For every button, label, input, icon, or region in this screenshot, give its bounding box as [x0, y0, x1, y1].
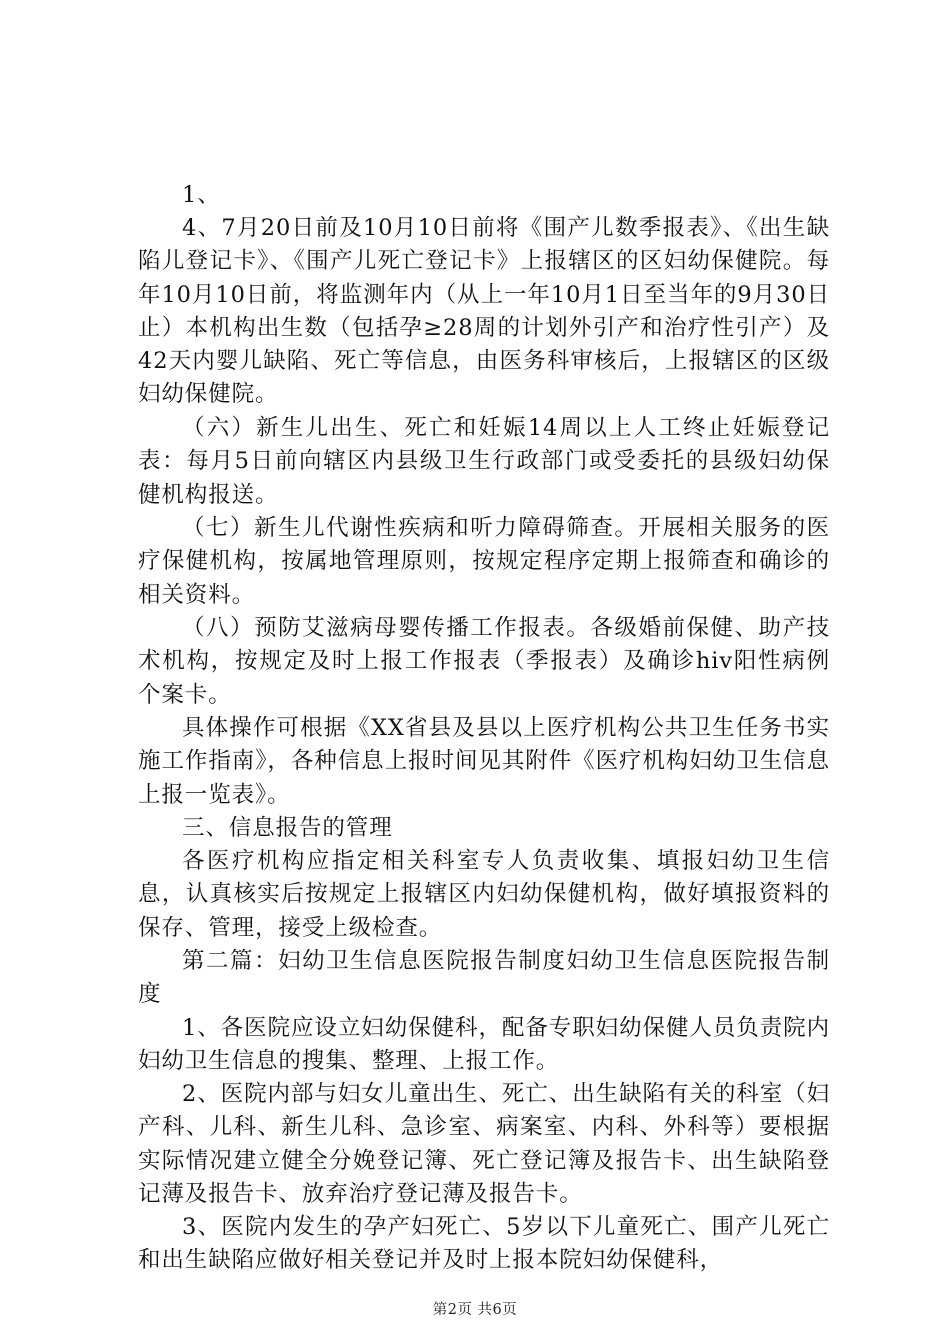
chapter-heading: 第二篇：妇幼卫生信息医院报告制度妇幼卫生信息医院报告制度: [138, 948, 830, 1008]
section-heading: 三、信息报告的管理: [182, 815, 393, 841]
paragraph-1: 1、: [182, 182, 221, 208]
paragraph-2: 4、7月20日前及10月10日前将《围产儿数季报表》、《出生缺陷儿登记卡》、《围产儿死亡登记卡》上报辖区的区妇幼保健院。每年10月10日前，将监测年内（从上一年10月1日至当年的9月30日止）本机构出生数（包括孕≥28周的计划外引产和治疗性引产）及42天内婴儿缺陷、死亡等信息，由医务科审核后，上报辖区的区级妇幼保健院。: [138, 215, 830, 408]
paragraph-6: 具体操作可根据《XX省县及县以上医疗机构公共卫生任务书实施工作指南》，各种信息上报时间见其附件《医疗机构妇幼卫生信息上报一览表》。: [138, 715, 830, 808]
paragraph-4: （七）新生儿代谢性疾病和听力障碍筛查。开展相关服务的医疗保健机构，按属地管理原则，按规定程序定期上报筛查和确诊的相关资料。: [138, 515, 830, 608]
paragraph-9: 2、医院内部与妇女儿童出生、死亡、出生缺陷有关的科室（妇产科、儿科、新生儿科、急诊室、病案室、内科、外科等）要根据实际情况建立健全分娩登记簿、死亡登记簿及报告卡、出生缺陷登记薄及报告卡、放弃治疗登记薄及报告卡。: [138, 1081, 830, 1207]
paragraph-8: 1、各医院应设立妇幼保健科，配备专职妇幼保健人员负责院内妇幼卫生信息的搜集、整理、上报工作。: [138, 1015, 830, 1075]
paragraph-3: （六）新生儿出生、死亡和妊娠14周以上人工终止妊娠登记表：每月5日前向辖区内县级卫生行政部门或受委托的县级妇幼保健机构报送。: [138, 415, 830, 508]
paragraph-10: 3、医院内发生的孕产妇死亡、5岁以下儿童死亡、围产儿死亡和出生缺陷应做好相关登记并及时上报本院妇幼保健科，: [138, 1214, 830, 1274]
paragraph-7: 各医疗机构应指定相关科室专人负责收集、填报妇幼卫生信息，认真核实后按规定上报辖区内妇幼保健机构，做好填报资料的保存、管理，接受上级检查。: [138, 848, 830, 941]
page-footer: 第2页 共6页: [432, 1302, 518, 1318]
paragraph-5: （八）预防艾滋病母婴传播工作报表。各级婚前保健、助产技术机构，按规定及时上报工作报表（季报表）及确诊hiv阳性病例个案卡。: [138, 615, 830, 708]
